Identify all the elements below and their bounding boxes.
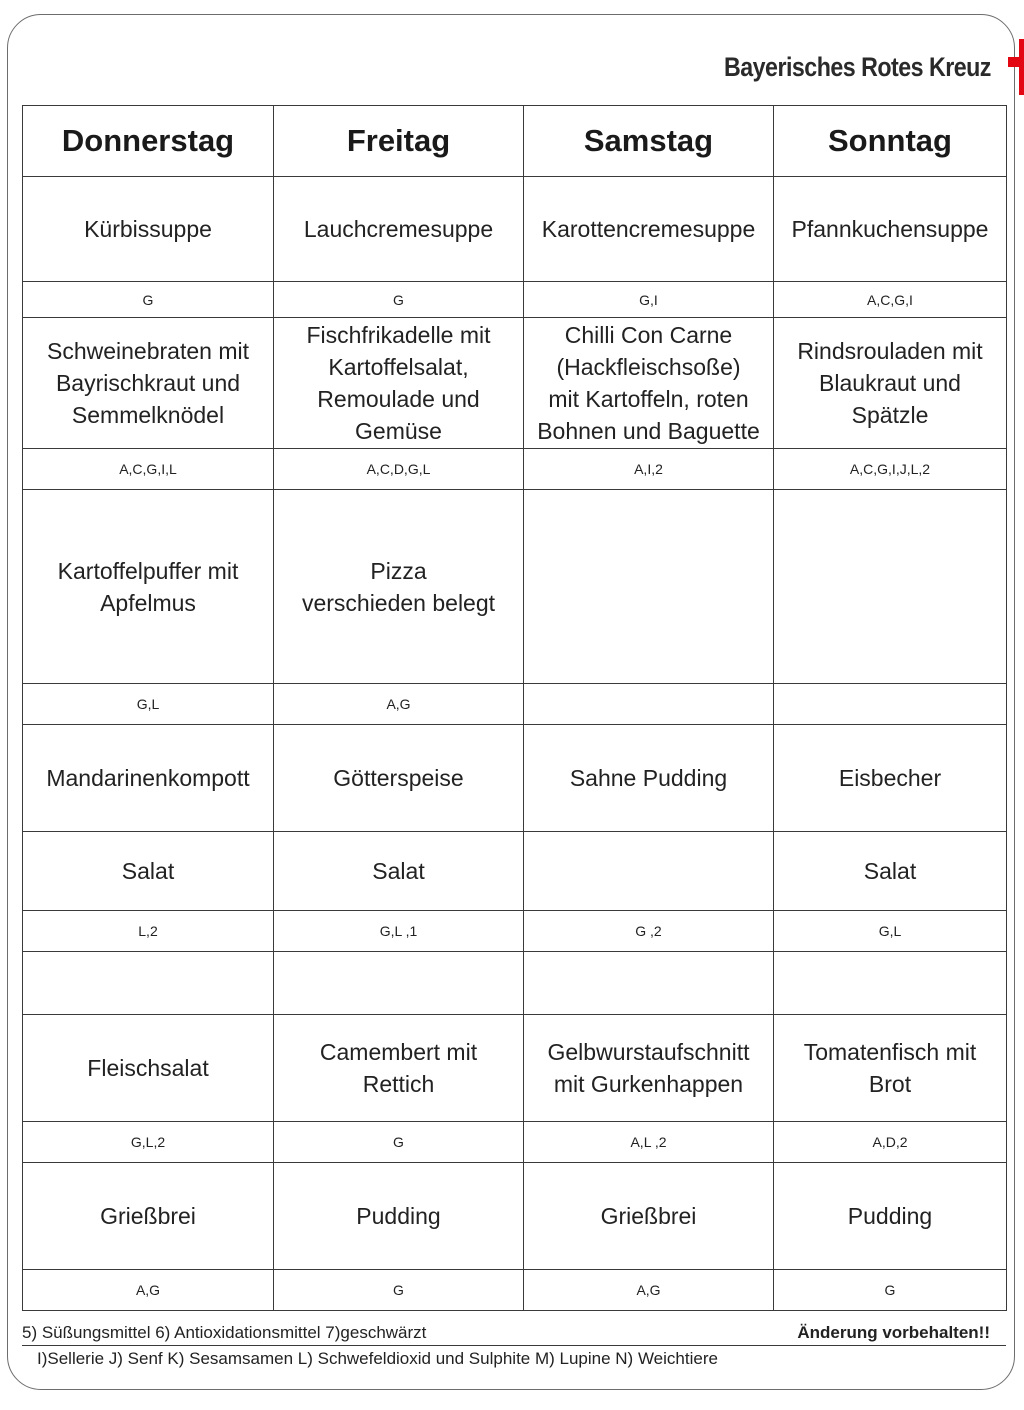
- allergen-code: G,L,2: [23, 1122, 274, 1163]
- evening-cell: [274, 1015, 524, 1122]
- dish-line: Gelbwurstaufschnitt: [547, 1039, 750, 1065]
- dish-line: mit Gurkenhappen: [553, 1071, 744, 1097]
- red-cross-icon: [1008, 39, 1024, 95]
- brand-name: Bayerisches Rotes Kreuz: [724, 51, 991, 82]
- dish-line: Gemüse: [355, 418, 442, 444]
- alternative-dish-cell: [774, 490, 1007, 684]
- dessert-cell: Eisbecher: [774, 725, 1007, 832]
- allergens-legend: I)Sellerie J) Senf K) Sesamsamen L) Schwefeldioxid und Sulphite M) Lupine N) Weichtiere: [37, 1349, 718, 1368]
- allergen-code: [774, 684, 1007, 725]
- alternative-dish-row: [23, 490, 1007, 684]
- dessert-cell: Sahne Pudding: [524, 725, 774, 832]
- evening-cell: [524, 1015, 774, 1122]
- evening-cell: [23, 1015, 274, 1122]
- weekly-menu-table: [22, 105, 1007, 1311]
- allergen-code: A,C,G,I,J,L,2: [774, 449, 1007, 490]
- day-header: Donnerstag: [23, 106, 274, 177]
- allergen-code: A,D,2: [774, 1122, 1007, 1163]
- soup-row: [23, 177, 1007, 282]
- allergen-code: A,G: [274, 684, 524, 725]
- cross-bar: [1008, 57, 1024, 67]
- dish-line: Rettich: [362, 1071, 435, 1097]
- allergen-code: A,G: [524, 1270, 774, 1311]
- dish-line: (Hackfleischsoße): [556, 354, 741, 380]
- soup-cell: Pfannkuchensuppe: [774, 177, 1007, 282]
- main-allergen-row: [23, 449, 1007, 490]
- allergen-code: G: [274, 282, 524, 318]
- main-dish-cell: [524, 318, 774, 449]
- salad-cell: Salat: [774, 832, 1007, 911]
- allergen-code: A,L ,2: [524, 1122, 774, 1163]
- dessert-cell: Mandarinenkompott: [23, 725, 274, 832]
- sweet-allergen-row: [23, 1270, 1007, 1311]
- dish-line: Semmelknödel: [71, 402, 225, 428]
- empty-row: [23, 952, 1007, 1015]
- day-header: Freitag: [274, 106, 524, 177]
- allergen-code: L,2: [23, 911, 274, 952]
- dish-line: Pizza: [370, 557, 427, 584]
- dish-line: mit Kartoffeln, roten: [548, 386, 749, 412]
- allergen-code: A,G: [23, 1270, 274, 1311]
- dish-line: Spätzle: [851, 402, 929, 428]
- dish-line: Fischfrikadelle mit: [306, 322, 491, 348]
- allergen-code: A,I,2: [524, 449, 774, 490]
- salad-cell: Salat: [274, 832, 524, 911]
- dish-line: Blaukraut und: [819, 370, 961, 396]
- cross-bar: [1019, 39, 1024, 95]
- dish-line: Remoulade und: [317, 386, 480, 412]
- allergen-code: G: [23, 282, 274, 318]
- empty-cell: [23, 952, 274, 1015]
- main-dish-cell: [23, 318, 274, 449]
- salad-cell: [524, 832, 774, 911]
- dish-line: Brot: [868, 1071, 912, 1097]
- sweet-cell: Grießbrei: [23, 1163, 274, 1270]
- dish-line: Camembert mit: [319, 1039, 478, 1065]
- soup-allergen-row: [23, 282, 1007, 318]
- allergen-code: G: [774, 1270, 1007, 1311]
- salad-cell: Salat: [23, 832, 274, 911]
- main-dish-cell: [274, 318, 524, 449]
- soup-cell: Karottencremesuppe: [524, 177, 774, 282]
- allergen-code: G ,2: [524, 911, 774, 952]
- dish-line: Schweinebraten mit: [47, 338, 249, 364]
- dessert-cell: Götterspeise: [274, 725, 524, 832]
- soup-cell: Kürbissuppe: [23, 177, 274, 282]
- dish-line: Chilli Con Carne: [564, 322, 733, 348]
- dish-line: Fleischsalat: [87, 1055, 209, 1081]
- sweet-cell: Grießbrei: [524, 1163, 774, 1270]
- alternative-allergen-row: [23, 684, 1007, 725]
- empty-cell: [274, 952, 524, 1015]
- brk-logo: [724, 38, 1024, 96]
- additives-legend: 5) Süßungsmittel 6) Antioxidationsmittel 7)geschwärzt: [22, 1323, 427, 1342]
- sweet-row: [23, 1163, 1007, 1270]
- dish-line: Apfelmus: [100, 589, 196, 616]
- dish-line: Bayrischkraut und: [55, 370, 241, 396]
- allergen-code: G,L ,1: [274, 911, 524, 952]
- dish-line: verschieden belegt: [301, 589, 496, 616]
- evening-allergen-row: [23, 1122, 1007, 1163]
- allergen-code: G,I: [524, 282, 774, 318]
- allergen-code: [524, 684, 774, 725]
- allergen-code: G,L: [774, 911, 1007, 952]
- main-dish-row: [23, 318, 1007, 449]
- allergen-code: G,L: [23, 684, 274, 725]
- allergen-code: A,C,G,I,L: [23, 449, 274, 490]
- evening-cell: [774, 1015, 1007, 1122]
- soup-cell: Lauchcremesuppe: [274, 177, 524, 282]
- empty-cell: [774, 952, 1007, 1015]
- salad-row: [23, 832, 1007, 911]
- day-header: Samstag: [524, 106, 774, 177]
- alternative-dish-cell: [23, 490, 274, 684]
- alternative-dish-cell: [274, 490, 524, 684]
- allergen-code: G: [274, 1270, 524, 1311]
- allergen-code: A,C,D,G,L: [274, 449, 524, 490]
- salad-allergen-row: [23, 911, 1007, 952]
- dish-line: Kartoffelsalat,: [328, 354, 469, 380]
- evening-row: [23, 1015, 1007, 1122]
- change-notice: Änderung vorbehalten!!: [797, 1323, 990, 1342]
- alternative-dish-cell: [524, 490, 774, 684]
- day-header: Sonntag: [774, 106, 1007, 177]
- dish-line: Rindsrouladen mit: [797, 338, 983, 364]
- footer-legend: [22, 1321, 1006, 1346]
- header-row: [23, 106, 1007, 177]
- main-dish-cell: [774, 318, 1007, 449]
- dish-line: Kartoffelpuffer mit: [57, 557, 239, 584]
- dessert-row: [23, 725, 1007, 832]
- sweet-cell: Pudding: [774, 1163, 1007, 1270]
- allergen-code: G: [274, 1122, 524, 1163]
- dish-line: Bohnen und Baguette: [537, 418, 760, 444]
- dish-line: Tomatenfisch mit: [803, 1039, 977, 1065]
- sweet-cell: Pudding: [274, 1163, 524, 1270]
- empty-cell: [524, 952, 774, 1015]
- allergen-code: A,C,G,I: [774, 282, 1007, 318]
